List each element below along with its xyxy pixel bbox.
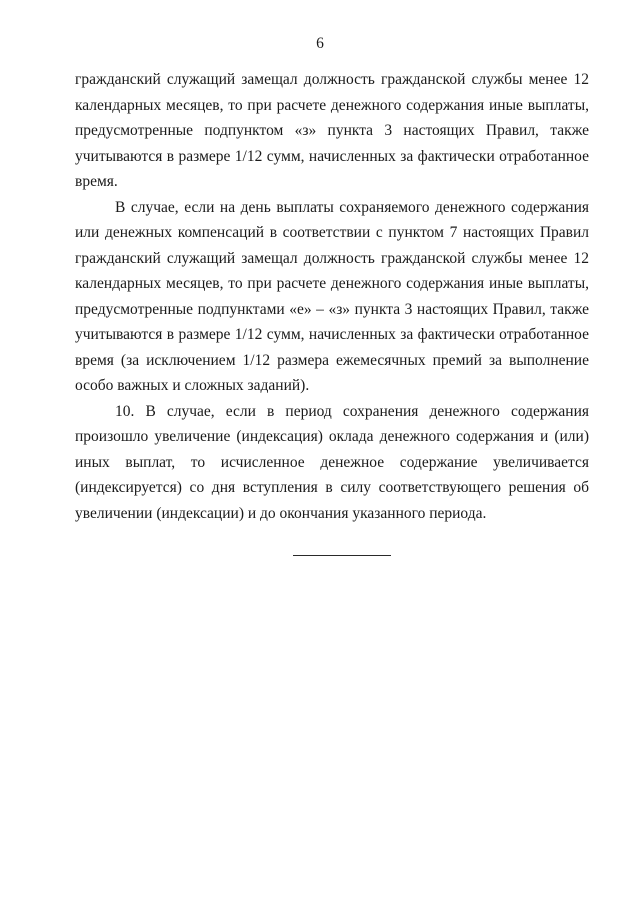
document-body [75,67,589,526]
paragraph-clause-10: 10. В случае, если в период сохранения денежного содержания произошло увеличение (индексация) оклада денежного содержания и (или) иных выплат, то исчисленное денежное содержание увеличивается (индексируется) со дня вступления в силу соответствующего решения об увеличении (индексации) и до окончания указанного периода. [75,402,589,522]
paragraph-case-clause: В случае, если на день выплаты сохраняемого денежного содержания или денежных компенсаций в соответствии с пунктом 7 настоящих Правил гражданский служащий замещал должность гражданской службы менее 12 календарных месяцев, то при расчете денежного содержания иные выплаты, предусмотренные подпунктами «е» – «з» пункта 3 настоящих Правил, также учитываются в размере 1/12 сумм, начисленных за фактически отработанное время (за исключением 1/12 размера ежемесячных премий за выполнение особо важных и сложных заданий). [75,198,589,394]
page-number: 6 [316,35,324,52]
paragraph-continuation: гражданский служащий замещал должность гражданской службы менее 12 календарных месяцев, то при расчете денежного содержания иные выплаты, предусмотренные подпунктом «з» пункта 3 настоящих Правил, также учитываются в размере 1/12 сумм, начисленных за фактически отработанное время. [75,71,589,190]
end-of-text-rule [293,555,391,556]
